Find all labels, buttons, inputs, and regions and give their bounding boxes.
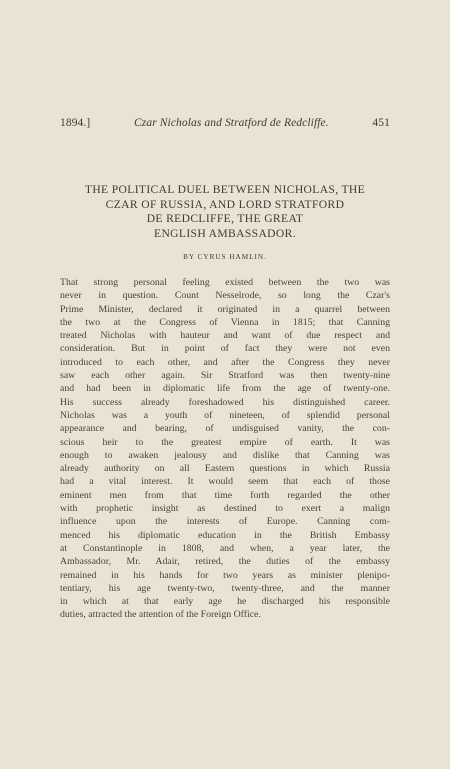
body-line: treated Nicholas with hauteur and want of due respect and [60, 330, 390, 342]
article-title-line: THE POLITICAL DUEL BETWEEN NICHOLAS, THE [84, 183, 366, 196]
running-head-year: 1894.] [60, 117, 91, 129]
byline: BY CYRUS HAMLIN. [183, 253, 267, 261]
body-line: never in question. Count Nesselrode, so long the Czar's [60, 290, 390, 302]
body-line: tentiary, his age twenty-two, twenty-three, and the manner [60, 582, 390, 594]
body-line: the two at the Congress of Vienna in 1815; that Canning [60, 316, 390, 328]
body-paragraph [60, 276, 390, 622]
body-line: His success already foreshadowed his distinguished career. [60, 396, 390, 408]
body-line: Prime Minister, declared it originated in a quarrel between [60, 303, 390, 315]
body-line: eminent men from that time forth regarded the other [60, 489, 390, 501]
body-line: had a vital interest. It would seem that each of those [60, 476, 390, 488]
body-line: and had been in diplomatic life from the age of twenty-one. [60, 383, 390, 395]
body-line: enough to awaken jealousy and dislike that Canning was [60, 449, 390, 461]
body-line: appearance and bearing, of undisguised vanity, the con- [60, 423, 390, 435]
body-line: influence upon the interests of Europe. Canning com- [60, 516, 390, 528]
body-line: scious heir to the greatest empire of earth. It was [60, 436, 390, 448]
body-line: with prophetic insight as destined to exert a malign [60, 503, 390, 515]
body-line: in which at that early age he discharged his responsible [60, 596, 390, 608]
page-number: 451 [372, 117, 390, 129]
body-line: saw each other again. Sir Stratford was then twenty-nine [60, 370, 390, 382]
article-title-line: DE REDCLIFFE, THE GREAT [146, 212, 304, 225]
running-head-title: Czar Nicholas and Stratford de Redcliffe. [134, 117, 329, 129]
body-line: menced his diplomatic education in the British Embassy [60, 529, 390, 541]
running-head [60, 117, 390, 129]
body-line: consideration. But in point of fact they were not even [60, 343, 390, 355]
body-line: introduced to each other, and after the Congress they never [60, 356, 390, 368]
body-line: remained in his hands for two years as minister plenipo- [60, 569, 390, 581]
body-line: Nicholas was a youth of nineteen, of splendid personal [60, 409, 390, 421]
body-line: at Constantinople in 1808, and when, a year later, the [60, 542, 390, 554]
article-title-line: ENGLISH AMBASSADOR. [154, 226, 296, 240]
article-title [45, 183, 405, 241]
body-line: That strong personal feeling existed between the two was [60, 277, 390, 288]
article-title-line: CZAR OF RUSSIA, AND LORD STRATFORD [105, 197, 345, 211]
body-line: already authority on all Eastern questions in which Russia [60, 463, 390, 475]
body-line: Ambassador, Mr. Adair, retired, the duties of the embassy [60, 556, 390, 568]
body-line: duties, attracted the attention of the Foreign Office. [60, 609, 261, 621]
